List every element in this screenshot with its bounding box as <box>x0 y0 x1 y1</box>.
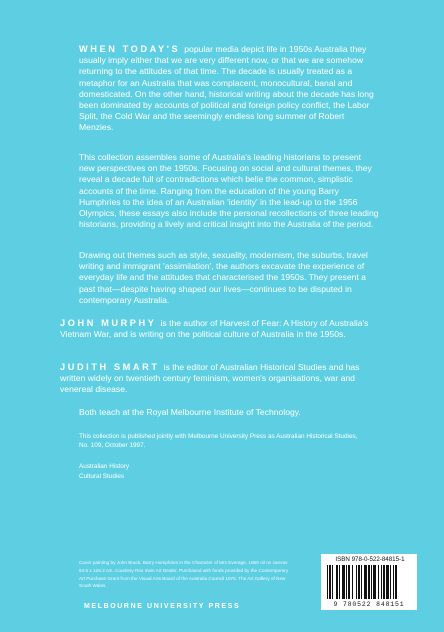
author-bio-smart <box>60 362 382 396</box>
isbn-label: ISBN 978-0-522-84815-1 <box>335 556 405 563</box>
publisher-name: MELBOURNE UNIVERSITY PRESS <box>84 603 241 610</box>
barcode-number: 9 780522 848151 <box>333 601 405 608</box>
blurb-paragraph-1-text: popular media depict life in 1950s Australia they usually imply either that we are very different now, or that we are somehow returning to the attitudes of that time. The decade is usually treated as a metaphor for an Australia that was complacent, monocultural, banal and domesticated. On the other hand, historical writing about the decade has long been dominated by accounts of political and foreign policy conflict, the Labor Split, the Cold War and the seemingly endless long summer of Robert Menzies. <box>79 44 374 133</box>
category-label-1: Australian History <box>79 463 130 470</box>
joint-publication-note: This collection is published jointly with Melbourne University Press as Australian Historical Studies, No. 109, October 1997. <box>79 433 358 450</box>
blurb-paragraph-3: Drawing out themes such as style, sexuality, modernism, the suburbs, travel writing and immigrant 'assimilation', the authors excavate the experience of everyday life and the attitudes that characterised the 1950s. They present a past that—despite having shaped our lives—continues to be disputed in contemporary Australia. <box>79 250 368 305</box>
blurb-paragraph-2: This collection assembles some of Australia's leading historians to present new perspectives on the 1950s. Focusing on social and cultural themes, they reveal a decade full of contradictions which belie the common, simplistic accounts of the time. Ranging from the education of the young Barry Humphries to the idea of an Australian 'identity' in the lead-up to the 1956 Olympics, these essays also include the personal recollections of three leading historians, providing a lively and critical insight into the Australia of the period. <box>79 152 379 230</box>
isbn-barcode <box>321 554 417 610</box>
author-bio-murphy-text: is the author of Harvest of Fear: A History of Australia's Vietnam War, and is writing on the political culture of Australia in the 1950s. <box>60 318 369 340</box>
author-bio-murphy <box>60 318 382 340</box>
author-bio-smart-text: is the editor of Australian Historical Studies and has written widely on twentieth century feminism, women's organisations, war and venereal disease. <box>60 362 360 395</box>
blurb-paragraph-1 <box>79 44 379 134</box>
author-name-smart: JUDITH SMART <box>60 362 160 372</box>
barcode-bars-icon <box>327 565 411 599</box>
both-teach-line: Both teach at the Royal Melbourne Institute of Technology. <box>79 407 301 417</box>
category-label-2: Cultural Studies <box>79 473 125 480</box>
cover-painting-credit: Cover painting by John Brack, Barry Humphries in the Character of Mrs Everage, 1969 oil on canvas 94.5 x 128.2 cm. Courtesy Rex Irwin Art Dealer. Purchased with funds provided by the Contemporary Art Purchase Grant from the Visual Arts Board of the Australia Council 1975. The Art Gallery of New South Wales. <box>79 560 289 589</box>
author-name-murphy: JOHN MURPHY <box>60 318 157 328</box>
blurb-lead-words: WHEN TODAY'S <box>79 44 181 54</box>
